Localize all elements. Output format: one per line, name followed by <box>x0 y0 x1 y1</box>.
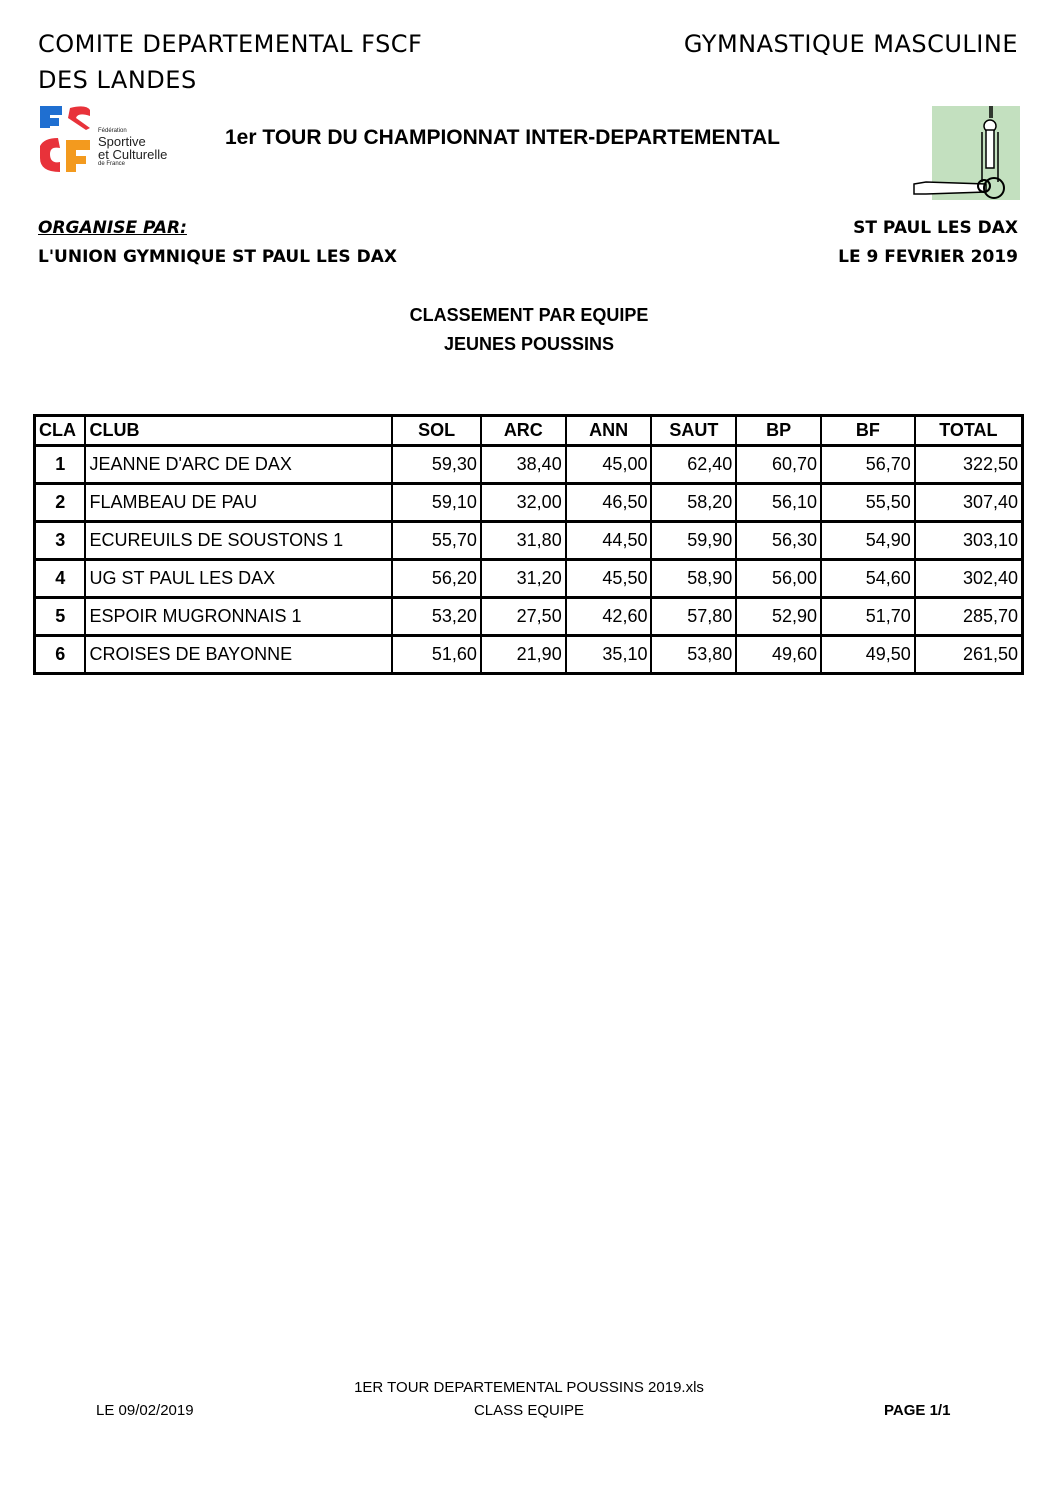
footer-date: LE 09/02/2019 <box>96 1402 194 1419</box>
organizer-label: ORGANISE PAR: <box>38 218 187 238</box>
saut-cell: 62,40 <box>651 446 736 484</box>
event-date: LE 9 FEVRIER 2019 <box>838 247 1018 267</box>
club-cell: ESPOIR MUGRONNAIS 1 <box>85 598 392 636</box>
committee-subtitle: DES LANDES <box>38 66 197 94</box>
table-row <box>35 636 1023 674</box>
header-arc: ARC <box>481 416 566 446</box>
bf-cell: 51,70 <box>821 598 915 636</box>
bf-cell: 54,90 <box>821 522 915 560</box>
bf-cell: 49,50 <box>821 636 915 674</box>
header-saut: SAUT <box>651 416 736 446</box>
saut-cell: 57,80 <box>651 598 736 636</box>
bp-cell: 60,70 <box>736 446 821 484</box>
total-cell: 322,50 <box>915 446 1023 484</box>
arc-cell: 31,20 <box>481 560 566 598</box>
table-header-row <box>35 416 1023 446</box>
total-cell: 261,50 <box>915 636 1023 674</box>
total-cell: 303,10 <box>915 522 1023 560</box>
saut-cell: 53,80 <box>651 636 736 674</box>
total-cell: 285,70 <box>915 598 1023 636</box>
footer-filename: 1ER TOUR DEPARTEMENTAL POUSSINS 2019.xls <box>354 1379 704 1396</box>
saut-cell: 59,90 <box>651 522 736 560</box>
team-ranking-table <box>33 414 1024 675</box>
sol-cell: 51,60 <box>392 636 481 674</box>
header-cla: CLA <box>35 416 86 446</box>
arc-cell: 38,40 <box>481 446 566 484</box>
footer-sheet: CLASS EQUIPE <box>473 1402 585 1419</box>
ann-cell: 35,10 <box>566 636 652 674</box>
sol-cell: 59,30 <box>392 446 481 484</box>
club-cell: ECUREUILS DE SOUSTONS 1 <box>85 522 392 560</box>
rank-cell: 1 <box>35 446 86 484</box>
club-cell: CROISES DE BAYONNE <box>85 636 392 674</box>
header-sol: SOL <box>392 416 481 446</box>
logo-text-line2: et Culturelle <box>98 147 168 162</box>
rank-cell: 5 <box>35 598 86 636</box>
table-row <box>35 522 1023 560</box>
championship-title: 1er TOUR DU CHAMPIONNAT INTER-DEPARTEMENTAL <box>225 126 780 149</box>
ann-cell: 45,00 <box>566 446 652 484</box>
logo-text-line1: Sportive <box>98 134 146 149</box>
footer-page-number: PAGE 1/1 <box>884 1402 951 1419</box>
total-cell: 307,40 <box>915 484 1023 522</box>
club-cell: FLAMBEAU DE PAU <box>85 484 392 522</box>
gymnast-rings-image <box>912 106 1020 200</box>
arc-cell: 32,00 <box>481 484 566 522</box>
ranking-title: CLASSEMENT PAR EQUIPE <box>409 305 649 325</box>
header-bp: BP <box>736 416 821 446</box>
bp-cell: 56,30 <box>736 522 821 560</box>
sol-cell: 55,70 <box>392 522 481 560</box>
bp-cell: 56,00 <box>736 560 821 598</box>
saut-cell: 58,20 <box>651 484 736 522</box>
sol-cell: 53,20 <box>392 598 481 636</box>
table-row <box>35 484 1023 522</box>
sol-cell: 59,10 <box>392 484 481 522</box>
bp-cell: 52,90 <box>736 598 821 636</box>
bp-cell: 56,10 <box>736 484 821 522</box>
table-row <box>35 446 1023 484</box>
saut-cell: 58,90 <box>651 560 736 598</box>
event-place: ST PAUL LES DAX <box>853 218 1018 238</box>
rank-cell: 4 <box>35 560 86 598</box>
header-club: CLUB <box>85 416 392 446</box>
logo-text-line3: de France <box>98 161 126 167</box>
rank-cell: 6 <box>35 636 86 674</box>
table-row <box>35 598 1023 636</box>
club-cell: UG ST PAUL LES DAX <box>85 560 392 598</box>
logo-text <box>98 128 167 168</box>
header-ann: ANN <box>566 416 652 446</box>
bf-cell: 55,50 <box>821 484 915 522</box>
ann-cell: 42,60 <box>566 598 652 636</box>
table-row <box>35 560 1023 598</box>
arc-cell: 21,90 <box>481 636 566 674</box>
total-cell: 302,40 <box>915 560 1023 598</box>
club-cell: JEANNE D'ARC DE DAX <box>85 446 392 484</box>
rank-cell: 2 <box>35 484 86 522</box>
logo-text-small: Fédération <box>98 128 127 134</box>
discipline-title: GYMNASTIQUE MASCULINE <box>683 30 1018 58</box>
ann-cell: 45,50 <box>566 560 652 598</box>
committee-title: COMITE DEPARTEMENTAL FSCF <box>38 30 423 58</box>
ann-cell: 44,50 <box>566 522 652 560</box>
bf-cell: 56,70 <box>821 446 915 484</box>
bp-cell: 49,60 <box>736 636 821 674</box>
header-total: TOTAL <box>915 416 1023 446</box>
rank-cell: 3 <box>35 522 86 560</box>
sol-cell: 56,20 <box>392 560 481 598</box>
organizer-name: L'UNION GYMNIQUE ST PAUL LES DAX <box>38 247 397 267</box>
bf-cell: 54,60 <box>821 560 915 598</box>
header-bf: BF <box>821 416 915 446</box>
arc-cell: 31,80 <box>481 522 566 560</box>
ann-cell: 46,50 <box>566 484 652 522</box>
arc-cell: 27,50 <box>481 598 566 636</box>
category-title: JEUNES POUSSINS <box>443 334 615 354</box>
